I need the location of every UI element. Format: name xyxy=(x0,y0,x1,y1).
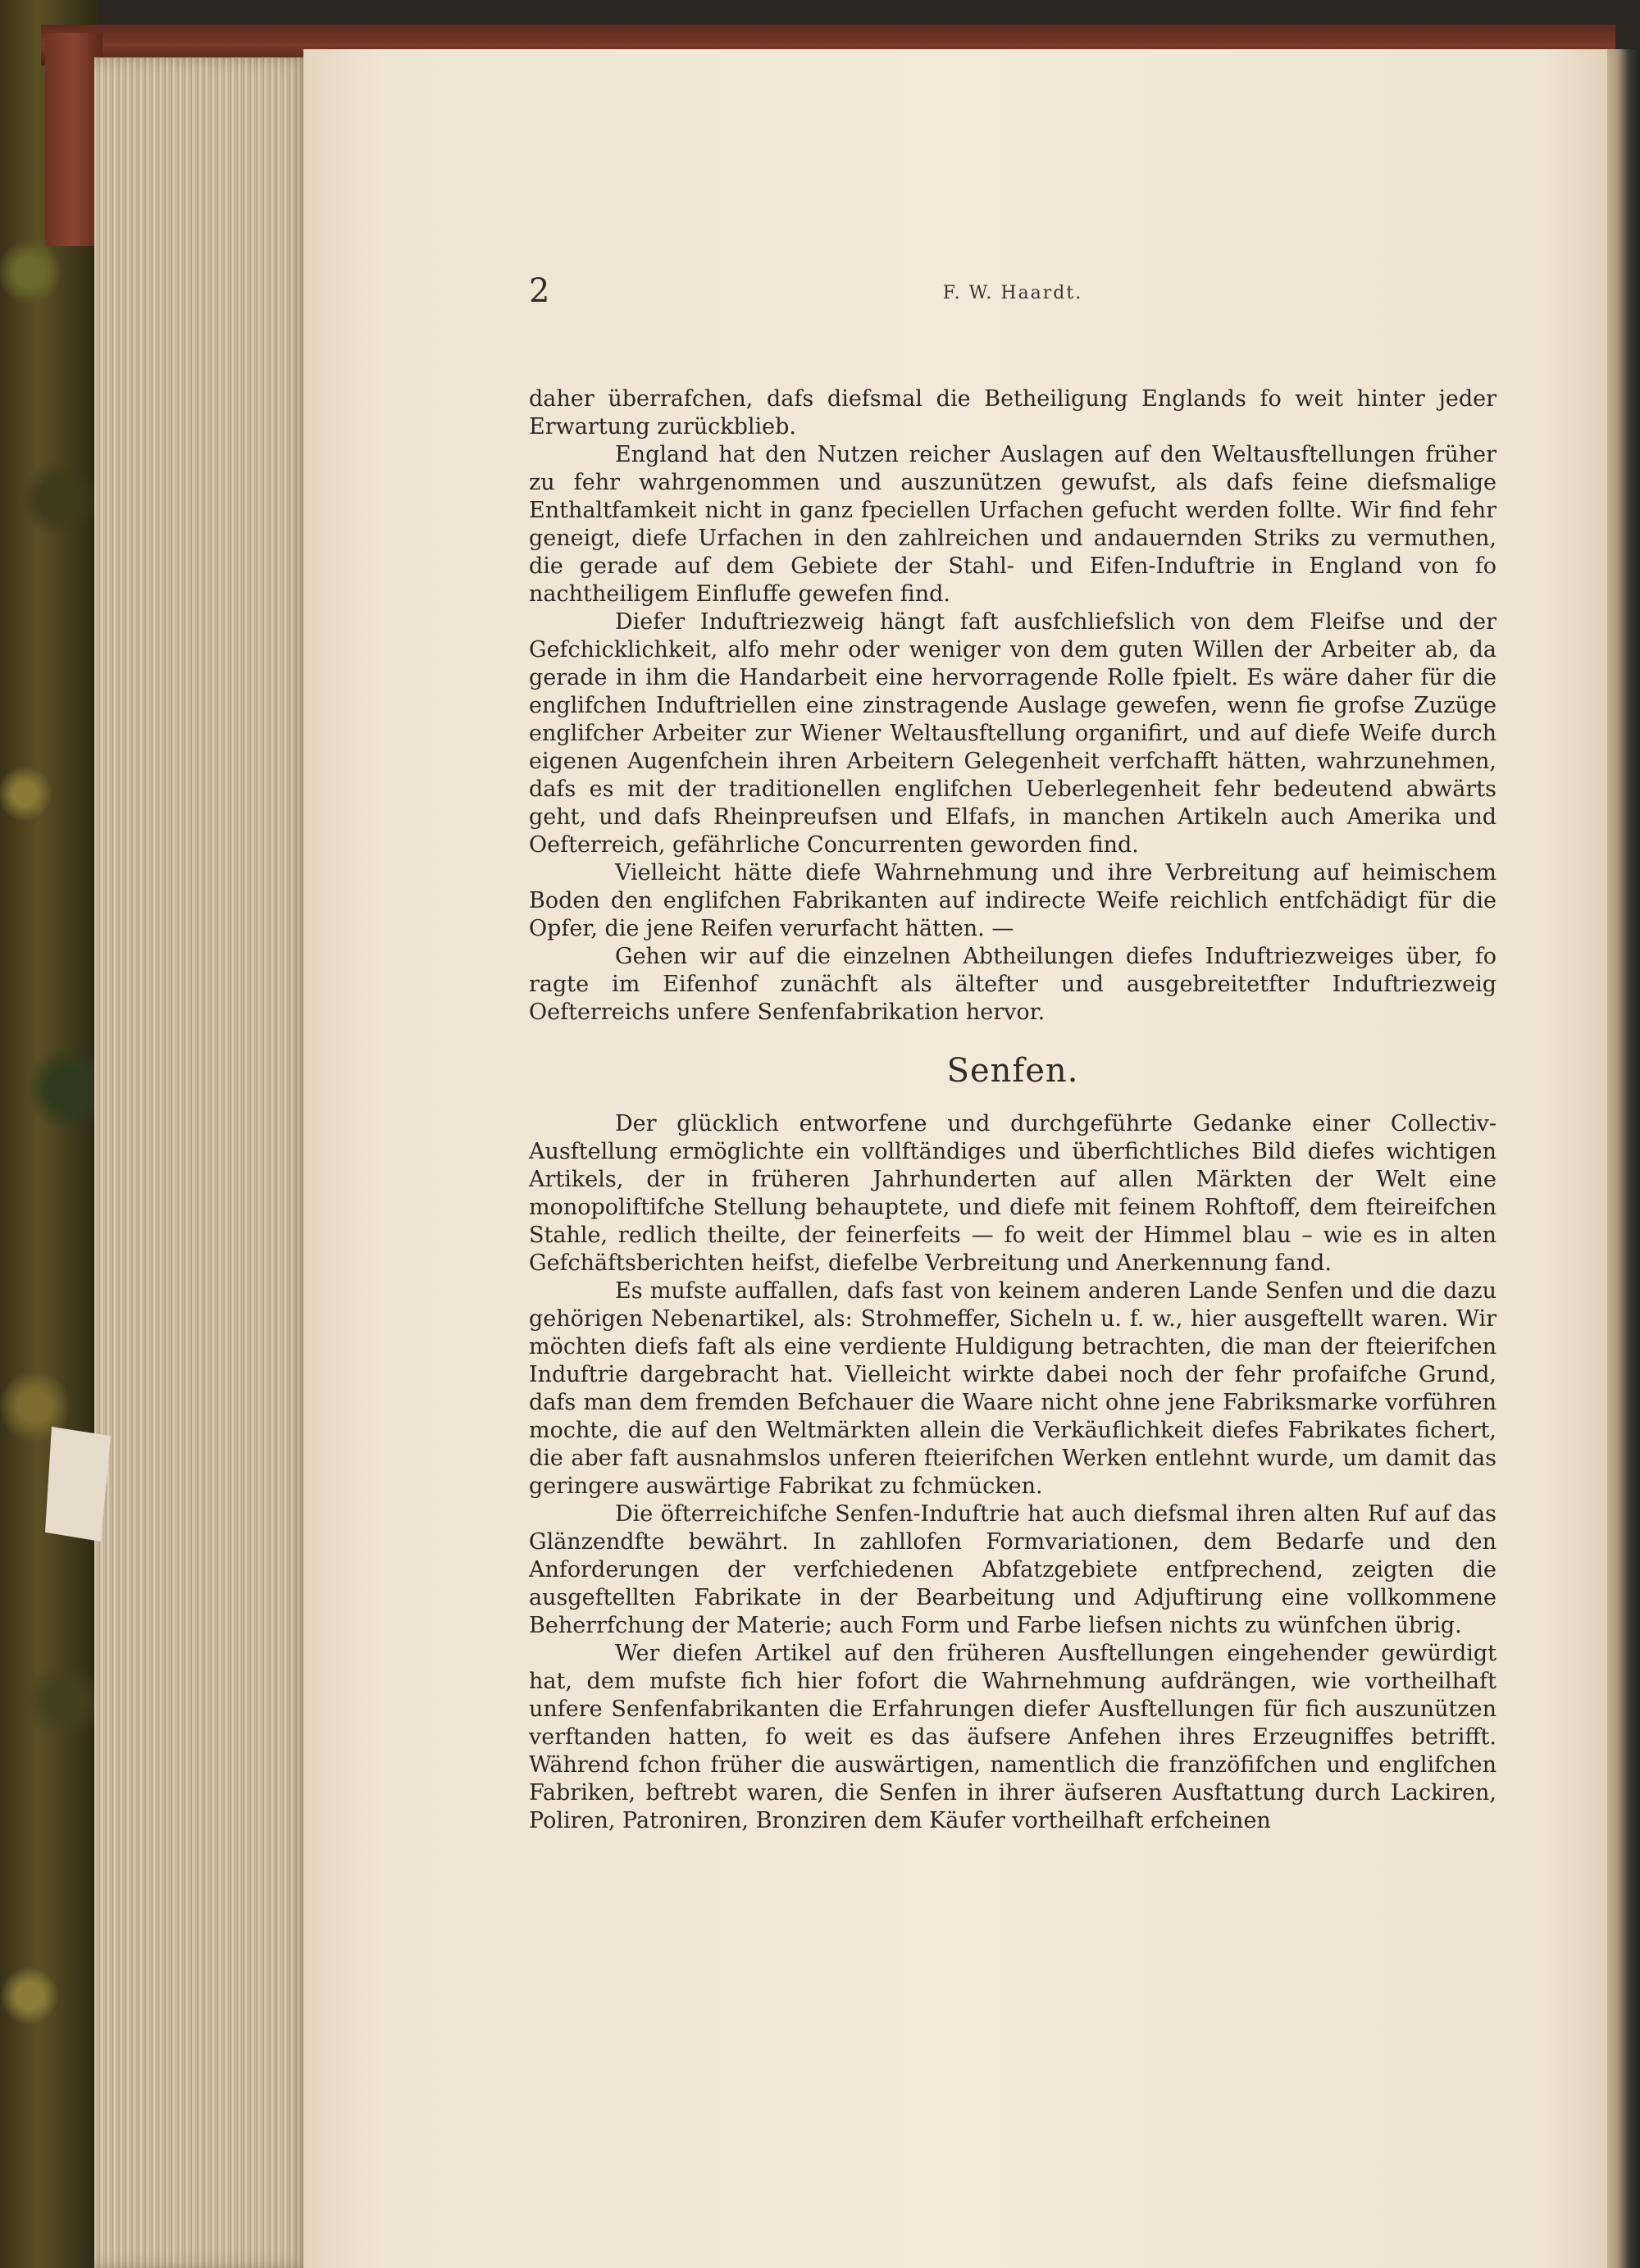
paragraph: daher überrafchen, dafs diefsmal die Betheiligung Englands fo weit hinter jeder Erwartung zurückblieb. xyxy=(529,386,1496,439)
paragraph: Gehen wir auf die einzelnen Abtheilungen diefes Induftriezweiges über, fo ragte im Eifenhof zunächft als ältefter und ausgebreitetfter Induftriezweig Oefterreichs unfere Senfenfabrikation hervor. xyxy=(529,944,1496,1025)
running-head xyxy=(529,272,1496,324)
paragraph: Vielleicht hätte diefe Wahrnehmung und ihre Verbreitung auf heimischem Boden den englifchen Fabrikanten auf indirecte Weife reichlich entfchädigt für die Opfer, die jene Reifen verurfacht hätten. — xyxy=(529,860,1496,941)
paragraph: Die öfterreichifche Senfen-Induftrie hat auch diefsmal ihren alten Ruf auf das Glänzendfte bewährt. In zahllofen Formvariationen, dem Bedarfe und den Anforderungen der verfchiedenen Abfatzgebiete entfprechend, zeigten die ausgeftellten Fabrikate in der Bearbeitung und Adjuftirung eine vollkommene Beherrfchung der Materie; auch Form und Farbe liefsen nichts zu wünfchen übrig. xyxy=(529,1501,1496,1638)
book-page xyxy=(303,49,1607,2268)
facing-page-edge xyxy=(1603,49,1640,2268)
page-edges xyxy=(94,57,312,2268)
page-number: 2 xyxy=(529,272,550,310)
marbled-cover xyxy=(0,0,98,2268)
paragraph: Diefer Induftriezweig hängt faft ausfchliefslich von dem Fleifse und der Gefchicklichkeit, alfo mehr oder weniger von dem guten Willen der Arbeiter ab, da gerade in ihm die Handarbeit eine hervorragende Rolle fpielt. Es wäre daher für die englifchen Induftriellen eine zinstragende Auslage gewefen, wenn fie grofse Zuzüge englifcher Arbeiter zur Wiener Weltausftellung organifirt, und auf diefe Weife durch eigenen Augenfchein ihren Arbeitern Gelegenheit verfchafft hätten, wahrzunehmen, dafs es mit der traditionellen englifchen Ueberlegenheit fehr bedeutend abwärts geht, und dafs Rheinpreufsen und Elfafs, in manchen Artikeln auch Amerika und Oefterreich, gefährliche Concurrenten geworden find. xyxy=(529,609,1496,858)
paragraph: Es mufste auffallen, dafs fast von keinem anderen Lande Senfen und die dazu gehörigen Nebenartikel, als: Strohmeffer, Sicheln u. f. w., hier ausgeftellt waren. Wir möchten diefs faft als eine verdiente Huldigung betrachten, die man der fteierifchen Induftrie dargebracht hat. Vielleicht wirkte dabei noch der fehr profaifche Grund, dafs man dem fremden Befchauer die Waare nicht ohne jene Fabriksmarke vorführen mochte, die auf den Weltmärkten allein die Verkäuflichkeit diefes Fabrikates fichert, die aber faft ausnahmslos unferen fteierifchen Werken entlehnt wurde, um damit das geringere auswärtige Fabrikat zu fchmücken. xyxy=(529,1278,1496,1499)
paragraph: Der glücklich entworfene und durchgeführte Gedanke einer Collectiv-Ausftellung ermöglichte ein vollftändiges und überfichtliches Bild diefes wichtigen Artikels, der in früheren Jahrhunderten auf allen Märkten der Welt eine monopoliftifche Stellung behauptete, und diefe mit feinem Rohftoff, dem fteireifchen Stahle, redlich theilte, der feinerfeits — fo weit der Himmel blau – wie es in alten Gefchäftsberichten heifst, diefelbe Verbreitung und Anerkennung fand. xyxy=(529,1111,1496,1276)
section-heading: Senfen. xyxy=(946,1052,1079,1090)
torn-page-tab xyxy=(45,1427,111,1542)
paragraph: Wer diefen Artikel auf den früheren Ausftellungen eingehender gewürdigt hat, dem mufste fich hier fofort die Wahrnehmung aufdrängen, wie vortheilhaft unfere Senfenfabrikanten die Erfahrungen diefer Ausftellungen für fich auszunützen verftanden hatten, fo weit es das äufsere Anfehen ihres Erzeugniffes betrifft. Während fchon früher die auswärtigen, namentlich die franzöfifchen und englifchen Fabriken, beftrebt waren, die Senfen in ihrer äufseren Ausftattung durch Lackiren, Poliren, Patroniren, Bronziren dem Käufer vortheilhaft erfcheinen xyxy=(529,1641,1496,1833)
body-text xyxy=(529,385,1496,1835)
paragraph: England hat den Nutzen reicher Auslagen auf den Weltausftellungen früher zu fehr wahrgenommen und auszunützen gewufst, als dafs feine diefsmalige Enthaltfamkeit nicht in ganz fpeciellen Urfachen gefucht werden follte. Wir find fehr geneigt, diefe Urfachen in den zahlreichen und andauernden Striks zu vermuthen, die gerade auf dem Gebiete der Stahl- und Eifen-Induftrie in England von fo nachtheiligem Einfluffe gewefen find. xyxy=(529,442,1496,607)
running-head-author: F. W. Haardt. xyxy=(942,283,1083,303)
